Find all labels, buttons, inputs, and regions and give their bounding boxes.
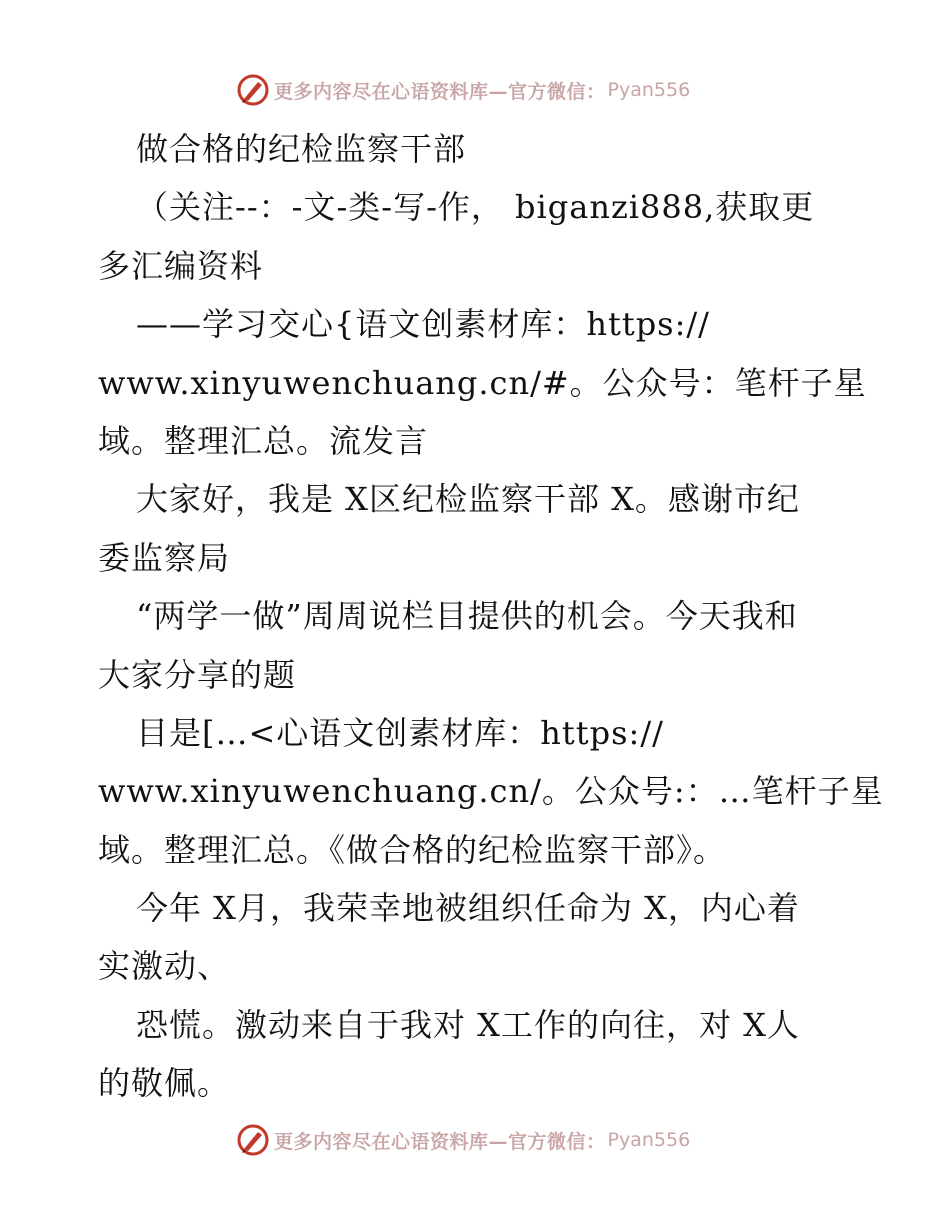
text-line: www.xinyuwenchuang.cn/#。公众号：笔杆子星 xyxy=(98,363,867,402)
header-banner xyxy=(236,72,756,108)
footer-banner xyxy=(236,1122,756,1158)
text-line: www.xinyuwenchuang.cn/。公众号:：…笔杆子星 xyxy=(98,772,884,811)
document-title: 做合格的纪检监察干部 xyxy=(136,130,467,168)
text-line: 实激动、 xyxy=(98,947,231,986)
text-line: 大家好，我是 X区纪检监察干部 X。感谢市纪 xyxy=(136,480,800,519)
header-banner-id: Pyan556 xyxy=(607,79,691,101)
text-line: 今年 X月，我荣幸地被组织任命为 X，内心着 xyxy=(136,889,800,928)
footer-banner-text: 更多内容尽在心语资料库—官方微信： xyxy=(274,1130,606,1153)
text-line: （关注--：-文-类-写-作， biganzi888,获取更 xyxy=(136,188,815,227)
text-line: ——学习交心{语文创素材库：https:// xyxy=(136,305,710,344)
text-line: 恐慌。激动来自于我对 X工作的向往，对 X人 xyxy=(136,1005,800,1044)
text-line: 域。整理汇总。流发言 xyxy=(98,421,429,460)
text-line: 的敬佩。 xyxy=(98,1064,231,1103)
document-body xyxy=(98,120,884,1113)
text-line: 多汇编资料 xyxy=(98,246,264,285)
footer-banner-id: Pyan556 xyxy=(607,1129,691,1151)
text-line: 目是[…<心语文创素材库：https:// xyxy=(136,713,664,752)
text-line: 大家分享的题 xyxy=(98,655,297,694)
text-line: “两学一做”周周说栏目提供的机会。今天我和 xyxy=(136,597,798,636)
text-line: 委监察局 xyxy=(98,538,231,577)
text-line: 域。整理汇总。《做合格的纪检监察干部》。 xyxy=(98,830,727,869)
pen-logo-icon xyxy=(236,73,270,107)
pen-logo-icon xyxy=(236,1123,270,1157)
header-banner-text: 更多内容尽在心语资料库—官方微信： xyxy=(274,80,606,103)
